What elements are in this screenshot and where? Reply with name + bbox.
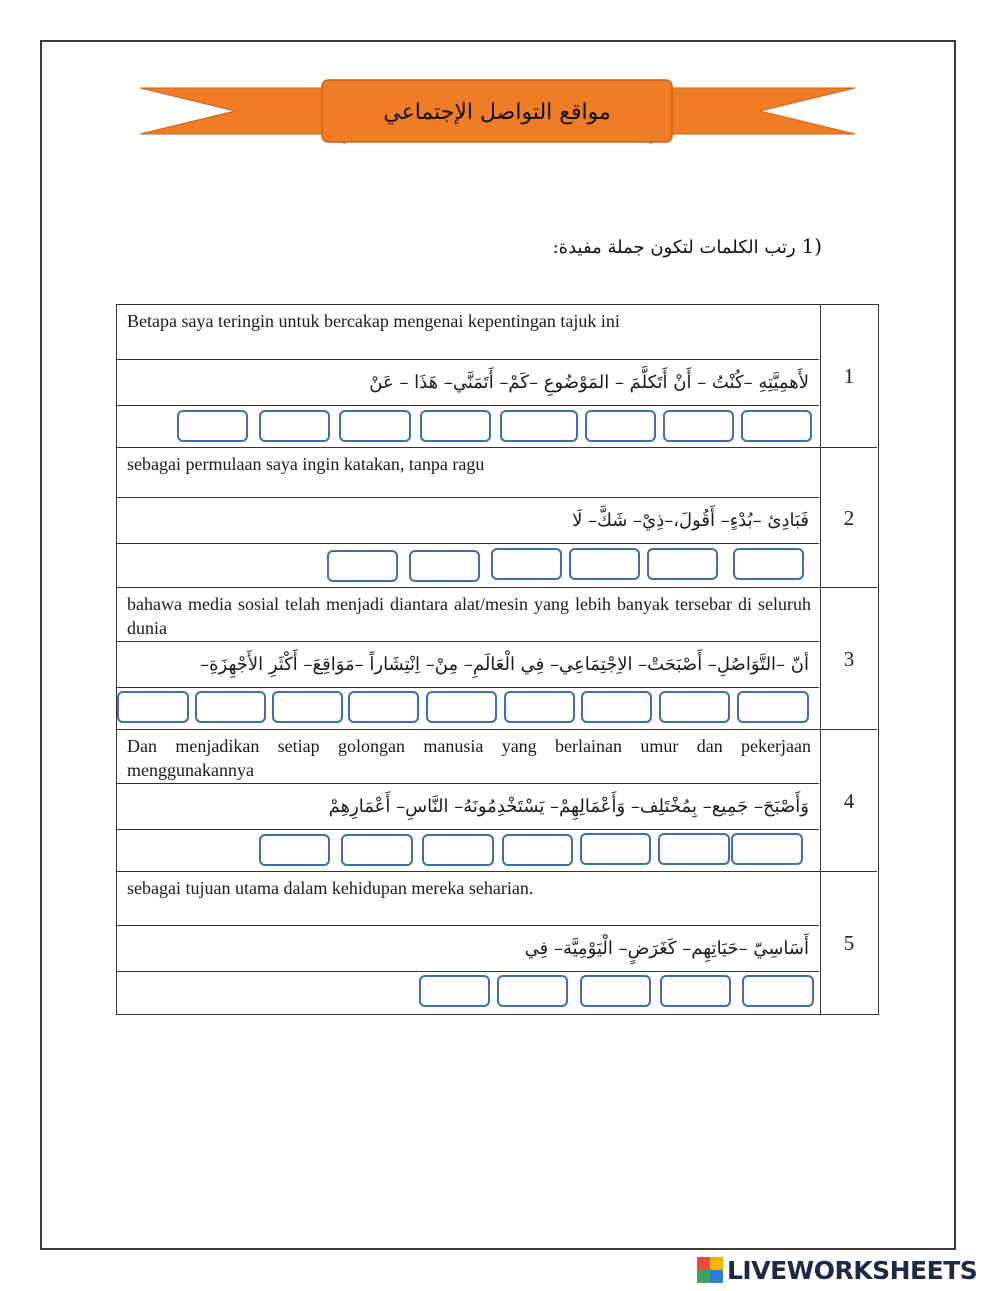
answer-box[interactable]: [497, 975, 568, 1007]
answer-box[interactable]: [500, 410, 578, 442]
exercise-number: 4: [843, 788, 855, 813]
answer-box[interactable]: [339, 410, 411, 442]
answer-box[interactable]: [737, 691, 809, 723]
answer-box[interactable]: [580, 975, 651, 1007]
malay-sentence: sebagai permulaan saya ingin katakan, tanpa ragu: [117, 448, 819, 498]
answer-box[interactable]: [504, 691, 575, 723]
exercise-number: 2: [843, 505, 855, 530]
malay-sentence: Dan menjadikan setiap golongan manusia yang berlainan umur dan pekerjaan menggunakannya: [117, 730, 819, 784]
answer-row: [117, 546, 819, 588]
answer-box[interactable]: [741, 410, 812, 442]
answer-row: [117, 688, 819, 730]
exercise-content: [117, 588, 821, 730]
answer-box[interactable]: [327, 550, 398, 582]
answer-box[interactable]: [422, 834, 494, 866]
answer-row: [117, 406, 819, 447]
exercise-table: [116, 304, 879, 1015]
answer-box[interactable]: [581, 691, 652, 723]
answer-box[interactable]: [272, 691, 343, 723]
exercise-content: [117, 872, 821, 1014]
answer-box[interactable]: [658, 833, 730, 865]
arabic-words: فَبَادِئ –بُدْءٍ– أَقُولَ،–ذِيْ– شَكَّ– لَا: [117, 498, 819, 544]
answer-box[interactable]: [491, 548, 562, 580]
exercise-row: [117, 729, 877, 872]
exercise-number: 5: [843, 930, 855, 955]
malay-sentence: sebagai tujuan utama dalam kehidupan mereka seharian.: [117, 872, 819, 926]
answer-box[interactable]: [341, 834, 413, 866]
arabic-words: أنّ –التَّوَاصُلِ– أَصْبَحَتْ– الاِجْتِمَاعِي– فِي الْعَالَمِ– مِنْ– اِنْتِشَاراً –مَوَاقِعَ– أَكْثَرِ الأَجْهِزَةِ–: [117, 642, 819, 688]
answer-box[interactable]: [569, 548, 640, 580]
answer-box[interactable]: [426, 691, 497, 723]
malay-sentence: Betapa saya teringin untuk bercakap mengenai kepentingan tajuk ini: [117, 305, 819, 360]
brand-name: LIVEWORKSHEETS: [727, 1255, 978, 1285]
answer-box[interactable]: [660, 975, 731, 1007]
exercise-content: [117, 305, 821, 447]
exercise-row: [117, 587, 877, 730]
liveworksheets-brand: [697, 1253, 977, 1287]
instruction: [553, 234, 822, 258]
answer-box[interactable]: [580, 833, 651, 865]
answer-box[interactable]: [731, 833, 803, 865]
arabic-words: أَسَاسِيّ –حَيَاتِهِم– كَغَرَضٍ– الْيَوْمِيَّة– فِي: [117, 926, 819, 972]
answer-box[interactable]: [348, 691, 419, 723]
answer-box[interactable]: [177, 410, 248, 442]
answer-box[interactable]: [409, 550, 480, 582]
exercise-content: [117, 730, 821, 872]
malay-sentence: bahawa media sosial telah menjadi diantara alat/mesin yang lebih banyak tersebar di seluruh dunia: [117, 588, 819, 642]
page-title: مواقع التواصل الإجتماعي: [383, 99, 611, 125]
answer-box[interactable]: [195, 691, 266, 723]
answer-box[interactable]: [742, 975, 814, 1007]
instruction-text: رتب الكلمات لتكون جملة مفيدة:: [552, 237, 796, 258]
exercise-number: 1: [843, 363, 855, 388]
answer-box[interactable]: [659, 691, 730, 723]
instruction-number: 1): [801, 234, 822, 258]
answer-box[interactable]: [259, 410, 330, 442]
exercise-row: [117, 447, 877, 588]
arabic-words: لأَهمِيَّتِهِ –كُنْتُ – أَنْ أَتَكلَّمَ – المَوْضُوعِ –كَمْ– أَتَمَنَّي– هَذَا – عَنْ: [117, 360, 819, 406]
exercise-number: 3: [843, 646, 855, 671]
arabic-words: وَأَصْبَحَ– جَمِيع– بِمُخْتَلِف– وَأَعْمَالِهِمْ– يَسْتَخْدِمُونَهُ– النَّاسِ– أَعْمَارِهِمْ: [117, 784, 819, 830]
answer-box[interactable]: [420, 410, 491, 442]
liveworksheets-logo-icon: [697, 1257, 723, 1283]
exercise-row: [117, 871, 877, 1014]
answer-box[interactable]: [585, 410, 656, 442]
exercise-content: [117, 448, 821, 588]
answer-box[interactable]: [663, 410, 734, 442]
answer-row: [117, 972, 819, 1014]
answer-box[interactable]: [647, 548, 718, 580]
answer-box[interactable]: [117, 691, 189, 723]
answer-row: [117, 830, 819, 872]
answer-box[interactable]: [259, 834, 330, 866]
answer-box[interactable]: [502, 834, 573, 866]
exercise-row: [117, 305, 877, 447]
answer-box[interactable]: [733, 548, 804, 580]
answer-box[interactable]: [419, 975, 490, 1007]
title-banner: [140, 76, 855, 148]
